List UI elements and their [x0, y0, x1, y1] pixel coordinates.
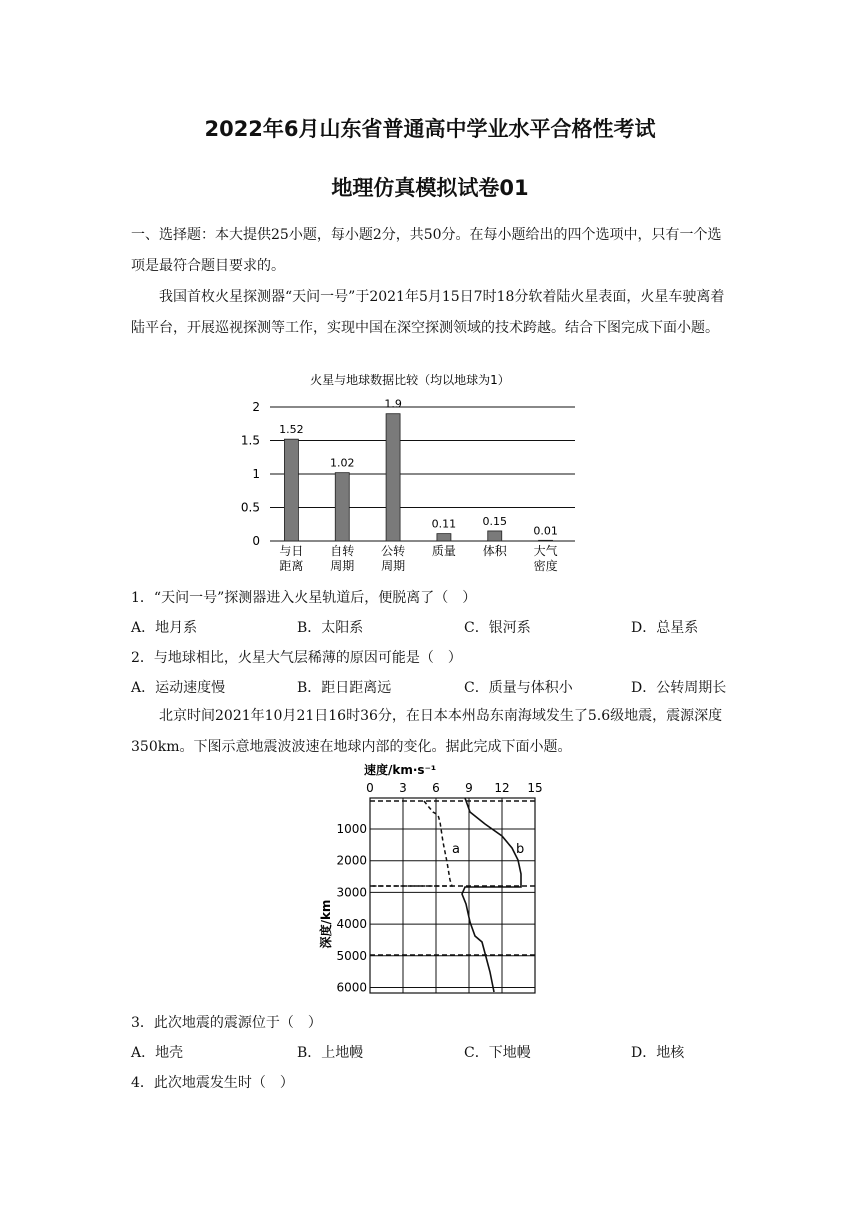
y-tick-label: 3000: [336, 885, 367, 900]
mars-earth-bar-chart: [230, 366, 590, 581]
bar-value-label: 1.52: [279, 423, 304, 437]
q1-option-b[interactable]: B．太阳系: [297, 620, 364, 636]
q3-option-a[interactable]: A．地壳: [131, 1045, 184, 1061]
bar: [437, 534, 451, 541]
title-line-1: 2022年6月山东省普通高中学业水平合格性考试: [204, 117, 656, 141]
x-category-label: 大气: [533, 544, 558, 558]
x-tick-label: 15: [527, 781, 543, 795]
x-category-label: 与日: [279, 544, 304, 558]
question-2-options: [0, 677, 860, 697]
passage-2: 北京时间2021年10月21日16时36分，在日本本州岛东南海域发生了5.6级地震，震源深度350km。下图示意地震波波速在地球内部的变化。据此完成下面小题。: [131, 708, 723, 755]
x-category-label: 密度: [533, 559, 558, 573]
y-axis-title: 深度/km: [319, 899, 333, 949]
x-axis-title: 速度/km·s⁻¹: [364, 763, 437, 777]
section-intro: 一、选择题：本大提供25小题，每小题2分，共50分。在每小题给出的四个选项中，只有一个选项是最符合题目要求的。: [131, 227, 722, 274]
q2-option-c[interactable]: C．质量与体积小: [464, 680, 573, 696]
x-category-label: 距离: [279, 559, 304, 573]
x-category-label: 质量: [431, 544, 456, 558]
q1-option-d[interactable]: D．总星系: [631, 620, 699, 636]
y-tick-label: 1000: [336, 822, 367, 836]
question-4-stem: 4．此次地震发生时（ ）: [131, 1075, 294, 1091]
y-tick-label: 0.5: [240, 500, 260, 515]
curve-a-s-wave: [372, 801, 452, 886]
bar: [386, 414, 400, 541]
x-category-label: 公转: [381, 544, 406, 558]
question-3-stem: 3．此次地震的震源位于（ ）: [131, 1015, 322, 1031]
q2-option-d[interactable]: D．公转周期长: [631, 680, 727, 696]
curve-a-label: a: [452, 842, 460, 857]
bar-value-label: 0.01: [533, 524, 558, 538]
bar: [335, 473, 349, 541]
y-tick-label: 0: [252, 534, 260, 548]
question-1-stem: 1．“天问一号”探测器进入火星轨道后，便脱离了（ ）: [131, 590, 477, 606]
bar: [539, 540, 553, 541]
x-tick-label: 0: [366, 781, 374, 795]
q1-option-a[interactable]: A．地月系: [131, 620, 198, 636]
y-tick-label: 6000: [336, 980, 367, 995]
question-2-stem: 2．与地球相比，火星大气层稀薄的原因可能是（ ）: [131, 650, 462, 666]
curve-b-p-wave: [462, 798, 521, 992]
question-1-options: [0, 617, 860, 637]
q3-option-c[interactable]: C．下地幔: [464, 1045, 531, 1061]
passage-1: 我国首枚火星探测器“天问一号”于2021年5月15日7时18分软着陆火星表面，火星车驶离着陆平台，开展巡视探测等工作，实现中国在深空探测领域的技术跨越。结合下图完成下面小题。: [131, 289, 725, 336]
q1-option-c[interactable]: C．银河系: [464, 620, 531, 636]
question-3-options: [0, 1042, 860, 1062]
y-tick-label: 2000: [336, 853, 367, 868]
x-tick-label: 3: [399, 781, 407, 795]
title-line-2: 地理仿真模拟试卷01: [331, 176, 529, 200]
q3-option-b[interactable]: B．上地幔: [297, 1045, 364, 1061]
diagram-frame: [370, 798, 535, 993]
y-tick-label: 2: [252, 400, 260, 414]
q2-option-a[interactable]: A．运动速度慢: [131, 680, 226, 696]
y-tick-label: 1: [252, 467, 260, 481]
y-tick-label: 1.5: [240, 433, 260, 448]
x-category-label: 周期: [381, 559, 406, 573]
bar-value-label: 1.9: [384, 397, 402, 411]
x-tick-label: 9: [465, 781, 473, 795]
bar-value-label: 1.02: [330, 456, 355, 470]
y-tick-label: 5000: [336, 948, 367, 963]
x-tick-label: 6: [432, 781, 440, 795]
x-category-label: 体积: [482, 544, 507, 558]
x-tick-label: 12: [494, 781, 510, 795]
bar: [284, 439, 298, 541]
x-category-label: 自转: [330, 544, 355, 558]
y-tick-label: 4000: [336, 917, 367, 932]
bar: [488, 531, 502, 541]
bar-value-label: 0.15: [482, 514, 507, 528]
x-category-label: 周期: [330, 559, 355, 573]
chart-title: 火星与地球数据比较（均以地球为1）: [310, 373, 510, 387]
bar-value-label: 0.11: [431, 517, 457, 531]
q3-option-d[interactable]: D．地核: [631, 1045, 685, 1061]
seismic-wave-diagram: [300, 762, 560, 1000]
q2-option-b[interactable]: B．距日距离远: [297, 680, 392, 696]
curve-b-label: b: [516, 842, 525, 857]
